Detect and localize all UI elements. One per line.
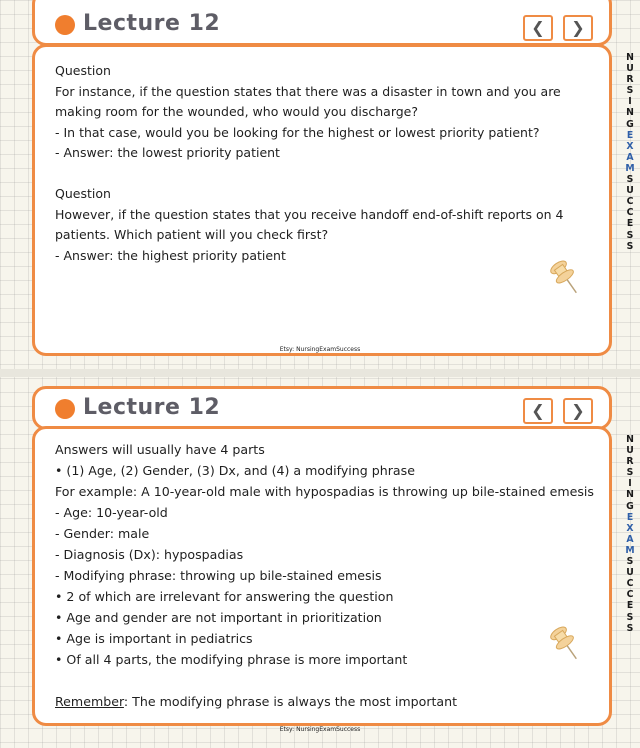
brand-letter: N	[626, 107, 634, 119]
text-line: - Gender: male	[55, 526, 150, 541]
credit-text: Etsy: NursingExamSuccess	[279, 726, 361, 733]
brand-letter: E	[626, 511, 634, 523]
brand-vertical-text	[624, 52, 636, 252]
brand-letter: M	[625, 162, 635, 174]
brand-letter: I	[628, 478, 632, 490]
brand-letter: N	[626, 489, 634, 501]
text-line: Question	[55, 63, 111, 78]
slide-content	[55, 61, 595, 266]
lecture-slide-2	[0, 374, 640, 748]
bullet-dot-icon	[55, 399, 75, 419]
chevron-right-icon: ❯	[571, 18, 585, 37]
pushpin-icon	[548, 622, 584, 666]
pushpin-icon	[548, 256, 584, 300]
remember-label: Remember	[55, 693, 124, 709]
text-line: • (1) Age, (2) Gender, (3) Dx, and (4) a modifying phrase	[55, 463, 415, 478]
brand-letter: M	[625, 544, 635, 556]
text-line: - In that case, would you be looking for the highest or lowest priority patient?	[55, 124, 540, 140]
brand-letter: R	[626, 74, 634, 86]
brand-letter: N	[626, 434, 634, 445]
brand-letter: S	[626, 85, 634, 97]
brand-letter: S	[626, 622, 634, 634]
previous-button[interactable]	[523, 398, 553, 424]
previous-button[interactable]	[523, 15, 553, 41]
slide-header	[32, 0, 612, 46]
brand-letter: C	[626, 207, 634, 219]
text-line: - Answer: the lowest priority patient	[55, 145, 280, 160]
bullet-dot-icon	[55, 15, 75, 35]
slide-body	[32, 44, 612, 356]
slide-title: Lecture 12	[83, 11, 221, 36]
brand-letter: E	[626, 218, 634, 230]
brand-letter: G	[626, 500, 634, 512]
brand-letter: C	[626, 578, 634, 590]
text-line: • Of all 4 parts, the modifying phrase is more important	[55, 652, 408, 667]
text-line: • Age and gender are not important in prioritization	[55, 610, 382, 625]
text-line: • 2 of which are irrelevant for answering the question	[55, 589, 394, 604]
brand-letter: U	[626, 567, 634, 579]
blank-line	[55, 164, 595, 185]
brand-letter: C	[626, 589, 634, 601]
brand-letter: E	[626, 600, 634, 612]
slide-title: Lecture 12	[83, 395, 221, 420]
slide-content	[55, 439, 595, 712]
text-line: However, if the question states that you receive handoff end-of-shift reports on 4	[55, 206, 564, 222]
brand-letter: X	[626, 522, 634, 534]
next-button[interactable]	[563, 398, 593, 424]
brand-letter: S	[626, 240, 634, 252]
blank-line	[55, 670, 595, 691]
text-line: patients. Which patient will you check first?	[55, 227, 329, 242]
brand-letter: A	[626, 533, 634, 545]
brand-letter: C	[626, 196, 634, 208]
brand-letter: A	[626, 151, 634, 163]
text-line: - Diagnosis (Dx): hypospadias	[55, 547, 244, 562]
text-line: making room for the wounded, who would you discharge?	[55, 104, 418, 119]
brand-letter: S	[626, 556, 634, 568]
next-button[interactable]	[563, 15, 593, 41]
brand-letter: N	[626, 52, 634, 63]
remember-text: : The modifying phrase is always the most important	[123, 693, 458, 709]
text-line: - Age: 10-year-old	[55, 505, 168, 520]
brand-vertical-text	[624, 434, 636, 634]
slide-header	[32, 386, 612, 430]
text-line: For example: A 10-year-old male with hypospadias is throwing up bile-stained emesis	[55, 484, 594, 499]
brand-letter: S	[626, 229, 634, 241]
text-line: For instance, if the question states that there was a disaster in town and you are	[55, 83, 561, 99]
brand-letter: U	[626, 185, 634, 197]
brand-letter: R	[626, 456, 634, 468]
credit-text: Etsy: NursingExamSuccess	[279, 346, 361, 353]
text-line: - Answer: the highest priority patient	[55, 247, 286, 263]
chevron-right-icon: ❯	[571, 401, 585, 420]
remember-line	[55, 691, 595, 712]
brand-letter: S	[626, 174, 634, 186]
text-line: Question	[55, 186, 111, 201]
brand-letter: X	[626, 140, 634, 152]
brand-letter: E	[626, 129, 634, 141]
slide-body	[32, 426, 612, 726]
text-line: • Age is important in pediatrics	[55, 631, 253, 646]
brand-letter: S	[626, 467, 634, 479]
brand-letter: I	[628, 96, 632, 108]
chevron-left-icon: ❮	[531, 18, 545, 37]
text-line: - Modifying phrase: throwing up bile-stained emesis	[55, 568, 382, 583]
brand-letter: S	[626, 611, 634, 623]
chevron-left-icon: ❮	[531, 401, 545, 420]
brand-letter: U	[626, 445, 634, 457]
brand-letter: G	[626, 118, 634, 130]
slide-heading: Answers will usually have 4 parts	[55, 442, 265, 457]
brand-letter: U	[626, 63, 634, 75]
